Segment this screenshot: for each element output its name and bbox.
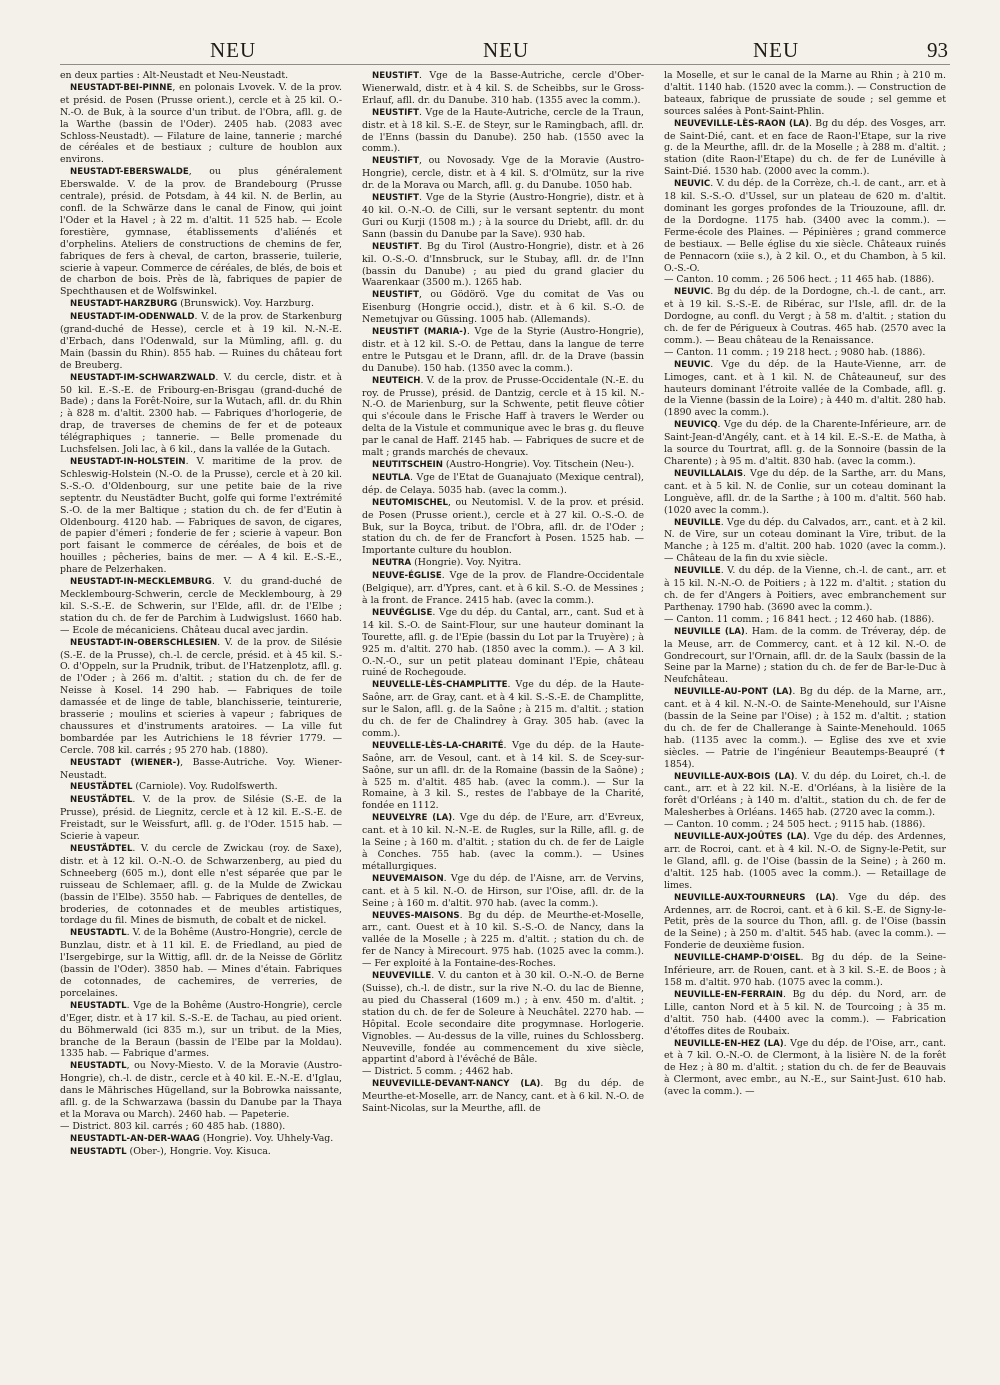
header-rule [60, 64, 950, 65]
entry-text: . Vge du dép. des Ardennes, arr. de Rocroi, cant. et à 6 kil. S.-E. de Signy-le-Petit, près de la source du Thon, afll. g. de l'Oise (bassin de la Seine) ; à 250 m. d'altit. 545 hab. (avec la comm.). — Fonderie de deuxième fusion. [664, 891, 946, 952]
entry-headword: NEUSTADTL [70, 1000, 127, 1011]
column-2 [362, 70, 644, 1370]
entry-headword: NEUVILLE-AU-PONT (LA) [674, 687, 793, 698]
entry-text: . V. du canton et à 30 kil. O.-N.-O. de Berne (Suisse), ch.-l. de distr., sur la rive N.-O. du lac de Bienne, au pied du Chasseral (1609 m.) ; à env. 450 m. d'altit. ; station du ch. de fer de Soleure à Neuchâtel. 2270 hab. — Hôpital. Ecole secondaire dite progymnase. Horlogerie. Vignobles. — Au-dessus de la ville, ruines du Schlossberg. Neuveville, fondée au commencement du xive siècle, appartint d'abord à l'évêché de Bâle. [362, 970, 644, 1066]
entry-text: — Canton. 10 comm. ; 24 505 hect. ; 9115 hab. (1886). [664, 819, 926, 831]
dictionary-entry [362, 70, 644, 107]
dictionary-entry [60, 1060, 342, 1121]
entry-text: . Vge du dép. des Ardennes, arr. de Rocroi, cant. et à 4 kil. N.-O. de Signy-le-Petit, sur le Gland, afll. g. de l'Oise (bassin de la Seine) ; à 260 m. d'altit. 125 hab. (1005 avec la comm.). — Retaillage de limes. [664, 831, 946, 891]
dictionary-entry [60, 794, 342, 843]
entry-headword: NEUVIC [674, 179, 711, 190]
dictionary-entry [60, 311, 342, 372]
dictionary-entry [362, 812, 644, 873]
entry-headword: NEUTOMISCHEL [372, 497, 448, 508]
entry-headword: NEUVEVILLE-DEVANT-NANCY (LA) [372, 1079, 541, 1090]
entry-text: (Austro-Hongrie). Voy. Titschein (Neu-). [442, 459, 635, 470]
dictionary-entry [664, 952, 946, 989]
entry-text: , ou Neutomisl. V. de la prov. et présid. de Posen (Prusse orient.), cercle et à 27 kil. O.-S.-O. de Buk, sur la Boyca, tribut. de l'Obra, afll. dr. de l'Oder ; station du ch. de fer de Francfort à Posen. 1525 hab. — Importante culture du houblon. [362, 496, 644, 557]
dictionary-columns [60, 70, 950, 1370]
dictionary-entry [664, 565, 946, 614]
dictionary-entry [60, 456, 342, 576]
entry-text: . Vge du dép. de l'Oise, arr., cant. et à 7 kil. O.-N.-O. de Clermont, à la lisière N. de la forêt de Hez ; à 80 m. d'altit. ; station du ch. de fer de Beauvais à Clermont, avec embr., au N.-E., sur Saint-Just. 610 hab. (avec la comm.). — [664, 1037, 946, 1098]
entry-headword: NEUSTIFT [372, 71, 420, 81]
entry-headword: NEUVIC [674, 287, 711, 298]
entry-text: . V. du grand-duché de Mecklembourg-Schwerin, cercle de Mecklembourg, à 29 kil. S.-S.-E. de Schwerin, sur l'Elde, afll. dr. de l'Elbe ; station du ch. de fer de Parchim à Ludwigslust. 1660 hab. — Ecole de mécaniciens. Château ducal avec jardin. [60, 576, 342, 636]
entry-text: la Moselle, et sur le canal de la Marne au Rhin ; à 210 m. d'altit. 1140 hab. (1520 avec la comm.). — Construction de bateaux, fabrique de prussiate de soude ; sel gemme et sources salées à Pont-Saint-Phlin. [664, 70, 946, 117]
entry-text: . Vge de la Bohême (Austro-Hongrie), cercle d'Eger, distr. et à 17 kil. S.-S.-E. de Tachau, au pied orient. du Böhmerwald (ici 835 m.), sur un tribut. de la Mies, branche de la Beraun (bassin de l'Elbe par la Moldau). 1335 hab. — Fabrique d'armes. [60, 999, 342, 1060]
entry-headword: NEUVEVILLE [372, 971, 432, 982]
entry-text: , en polonais Lvovek. V. de la prov. et présid. de Posen (Prusse orient.), cercle et à 25 kil. O.-N.-O. de Buk, à la source d'un tribut. de l'Obra, afll. g. de la Warthe (bassin de l'Oder). 2405 hab. (2083 avec Schloss-Neustadt). — Filature de laine, tannerie ; marché de céréales et de bestiaux ; culture de houblon aux environs. [60, 81, 342, 166]
dictionary-entry [664, 626, 946, 687]
entry-headword: NEUTEICH [372, 375, 421, 386]
entry-headword: NEUSTADT-IM-SCHWARZWALD [70, 372, 216, 383]
dictionary-entry [60, 781, 342, 794]
entry-text: . Vge du dép. de la Haute-Vienne, arr. de Limoges, cant. et à 1 kil. N. de Châteauneuf, sur des hauteurs dominant l'étroite vallée de la Combade, afll. g. de la Vienne (bassin de la Loire) ; à 440 m. d'altit. 280 hab. (1890 avec la comm.). [664, 358, 946, 419]
column-3 [664, 70, 946, 1370]
entry-headword: NEUSTÄDTEL [70, 844, 133, 854]
entry-text: . Bg du dép. des Vosges, arr. de Saint-Dié, cant. et en face de Raon-l'Etape, sur la rive g. de la Meurthe, afll. dr. de la Moselle ; à 288 m. d'altit. ; station (dite Raon-l'Etape) du ch. de fer de Lunéville à Saint-Dié. 1530 hab. (2000 avec la comm.). [664, 117, 946, 178]
page-number: 93 [927, 38, 948, 62]
dictionary-entry [664, 347, 946, 359]
entry-headword: NEUVE-ÉGLISE [372, 571, 442, 582]
dictionary-entry [362, 192, 644, 241]
entry-text: . Vge de la Styrie (Austro-Hongrie), distr. et à 40 kil. O.-N.-O. de Cilli, sur le versant septentr. du mont Guri ou Kurji (1508 m.) ; à la source du Driebt, afll. dr. du Sann (bassin du Danube par la Save). 930 hab. [362, 192, 644, 240]
entry-headword: NEUTRA [372, 558, 412, 569]
dictionary-entry [362, 472, 644, 497]
entry-headword: NEUVILLE-EN-FERRAIN [674, 989, 783, 1000]
dictionary-entry [664, 178, 946, 274]
entry-text: , Basse-Autriche. Voy. Wiener-Neustadt. [60, 756, 342, 781]
dictionary-entry [362, 570, 644, 607]
entry-headword: NEUVILLE-EN-HEZ (LA) [674, 1038, 784, 1049]
dictionary-entry [362, 326, 644, 375]
dictionary-entry [664, 359, 946, 420]
dictionary-entry [60, 298, 342, 311]
dictionary-entry [362, 1078, 644, 1115]
entry-headword: NEUSTADT-EBERSWALDE [70, 167, 189, 178]
entry-text: en deux parties : Alt-Neustadt et Neu-Neustadt. [60, 70, 289, 81]
entry-text: . Vge du dép. du Calvados, arr., cant. et à 2 kil. N. de Vire, sur un coteau dominant la Vire, tribut. de la Manche ; à 125 m. d'altit. 200 hab. 1020 (avec la comm.). — Château de la fin du xvie siècle. [664, 516, 946, 565]
dictionary-entry [362, 679, 644, 740]
entry-headword: NEUVELYRE (LA) [372, 813, 453, 824]
entry-text: . Bg du dép. de la Dordogne, ch.-l. de cant., arr. et à 19 kil. S.-S.-E. de Ribérac, sur l'Isle, afll. dr. de la Dordogne, au confl. du Vergt ; à 58 m. d'altit. ; station du ch. de fer de Périgueux à Coutras. 465 hab. (2570 avec la comm.). — Beau château de la Renaissance. [664, 286, 946, 346]
dictionary-entry [60, 927, 342, 999]
entry-text: — Canton. 11 comm. ; 16 841 hect. ; 12 460 hab. (1886). [664, 613, 935, 625]
dictionary-entry [362, 289, 644, 326]
dictionary-entry [664, 286, 946, 347]
dictionary-entry [60, 1146, 342, 1159]
entry-text: . Vge de l'Etat de Guanajuato (Mexique central), dép. de Celaya. 5035 hab. (avec la comm.). [362, 471, 644, 496]
entry-headword: NEUSTADT (WIENER-) [70, 757, 181, 768]
entry-text: . Vge du dép. de l'Aisne, arr. de Vervins, cant. et à 5 kil. N.-O. de Hirson, sur l'Oise, afll. dr. de la Seine ; à 160 m. d'altit. 970 hab. (avec la comm.). [362, 872, 644, 909]
entry-headword: NEUSTÄDTEL [70, 795, 133, 806]
entry-text: , ou Gödörö. Vge du comitat de Vas ou Eisenburg (Hongrie occid.), distr. et à 6 kil. S.-O. de Nemetujvar ou Güssing. 1005 hab. (Allemands). [362, 289, 644, 326]
dictionary-entry [664, 892, 946, 953]
entry-headword: NEUVILLE-AUX-BOIS (LA) [674, 771, 795, 782]
entry-text: . Bg du dép. du Nord, arr. de Lille, canton Nord et à 5 kil. N. de Tourcoing ; à 35 m. d'altit. 750 hab. (4400 avec la comm.). — Fabrication d'étoffes dites de Roubaix. [664, 988, 946, 1037]
dictionary-entry [664, 517, 946, 566]
entry-text: . Vge de la Basse-Autriche, cercle d'Ober-Wienerwald, distr. et à 4 kil. S. de Scheibbs, sur le Gross-Erlauf, afll. dr. du Danube. 310 hab. (1355 avec la comm.). [362, 70, 644, 106]
entry-headword: NEUSTADT-IN-OBERSCHLESIEN [70, 637, 218, 648]
entry-text: . V. du dép. de la Vienne, ch.-l. de cant., arr. et à 15 kil. N.-N.-O. de Poitiers ; à 122 m. d'altit. ; station du ch. de fer d'Angers à Poitiers, avec embranchement sur Parthenay. 1790 hab. (3690 avec la comm.). [664, 565, 946, 613]
entry-text: — District. 803 kil. carrés ; 60 485 hab. (1880). [60, 1120, 286, 1132]
dictionary-entry [60, 843, 342, 927]
dictionary-entry [664, 274, 946, 286]
entry-headword: NEUSTIFT [372, 107, 420, 118]
dictionary-entry [664, 419, 946, 468]
entry-headword: NEUVIC [674, 359, 711, 370]
entry-text: . Bg du dép. de Meurthe-et-Moselle, arr. de Nancy, cant. et à 6 kil. N.-O. de Saint-Nicolas, sur la Meurthe, afll. de [362, 1078, 644, 1115]
entry-text: (Brunswick). Voy. Harzburg. [177, 298, 314, 310]
entry-text: . Vge de la Styrie (Austro-Hongrie), distr. et à 12 kil. S.-O. de Pettau, dans la langue de terre entre le Putsgau et le Drann, afll. dr. de la Drave (bassin du Danube). 150 hab. (1350 avec la comm.). [362, 326, 644, 374]
entry-headword: NEUVELLE-LÈS-LA-CHARITÉ [372, 740, 504, 751]
entry-text: . Vge du dép. de l'Eure, arr. d'Evreux, cant. et à 10 kil. N.-N.-E. de Rugles, sur la Rille, afll. g. de la Seine ; à 160 m. d'altit. ; station du ch. de fer de Laigle à Conches. 755 hab. (avec la comm.). — Usines métallurgiques. [362, 812, 644, 872]
dictionary-entry [60, 1133, 342, 1146]
entry-text: . Bg du dép. de la Seine-Inférieure, arr. de Rouen, cant. et à 3 kil. S.-E. de Boos ; à 158 m. d'altit. 970 hab. (1075 avec la comm.). [664, 952, 946, 988]
dictionary-entry [362, 375, 644, 459]
header-word-left: NEU [210, 38, 257, 62]
dictionary-entry [664, 831, 946, 892]
entry-headword: NEUVILLE [674, 517, 721, 528]
entry-text: . Vge de la Haute-Autriche, cercle de la Traun, distr. et à 18 kil. S.-E. de Steyr, sur le Ramingbach, afll. dr. de l'Enns (bassin du Danube). 250 hab. (1550 avec la comm.). [362, 106, 644, 155]
dictionary-entry [664, 771, 946, 820]
entry-text: . Vge du dép. du Cantal, arr., cant. Sud et à 14 kil. S.-O. de Saint-Flour, sur une hauteur dominant la Tourette, afll. g. de l'Epie (bassin du Lot par la Truyère) ; à 925 m. d'altit. 270 hab. (1850 avec la comm.). — A 3 kil. O.-N.-O., sur un petit plateau dominant l'Epie, château ruiné de Rochegoude. [362, 606, 644, 679]
entry-text: . Bg du dép. de la Marne, arr., cant. et à 4 kil. N.-N.-O. de Sainte-Menehould, sur l'Aisne (bassin de la Seine par l'Oise) ; à 152 m. d'altit. ; station du ch. de fer de Challerange à Sainte-Menehould. 1065 hab. (1135 avec la comm.). — Eglise des xve et xvie siècles. — Patrie de l'ingénieur Beautemps-Beaupré (✝ 1854). [664, 686, 946, 770]
entry-text: . Vge du dép. de la Charente-Inférieure, arr. de Saint-Jean-d'Angély, cant. et à 14 kil. E.-S.-E. de Matha, à la source du Tourtrat, afll. g. de la Sonnoire (bassin de la Charente) ; à 95 m. d'altit. 830 hab. (avec la comm.). [664, 419, 946, 467]
dictionary-entry [362, 241, 644, 290]
dictionary-entry [664, 118, 946, 179]
entry-headword: NEUSTIFT [372, 290, 420, 301]
dictionary-entry [664, 1038, 946, 1099]
entry-text: — Canton. 10 comm. ; 26 506 hect. ; 11 465 hab. (1886). [664, 274, 935, 286]
dictionary-entry [60, 576, 342, 637]
dictionary-entry [60, 1000, 342, 1061]
entry-text: , ou plus généralement Eberswalde. V. de la prov. de Brandebourg (Prusse centrale), présid. de Potsdam, à 44 kil. N. de Berlin, au confl. de la Schwärze dans le canal de Finow, qui joint l'Oder et la Havel ; à 22 m. d'altit. 11 525 hab. — Ecole forestière, gymnase, établissements d'aliénés et d'orphelins. Ateliers de constructions de chemins de fer, fabriques de fers à cheval, de carton, brasserie, tuilerie, scierie à vapeur. Commerce de céréales, de blés, de bois et de charbon de bois. Près de là, fabriques de papier de Spechthausen et de Wolfswinkel. [60, 166, 342, 298]
entry-headword: NEUSTADT-HARZBURG [70, 299, 178, 310]
entry-text: . Vge du dép. de la Haute-Saône, arr. de Gray, cant. et à 4 kil. S.-S.-E. de Champlitte, sur le Salon, afll. g. de la Saône ; à 215 m. d'altit. ; station du ch. de fer de Chalindrey à Gray. 305 hab. (avec la comm.). [362, 679, 644, 739]
entry-text: . Vge de la prov. de Flandre-Occidentale (Belgique), arr. d'Ypres, cant. et à 6 kil. S.-O. de Messines ; à la front. de France. 2415 hab. (avec la comm.). [362, 570, 644, 606]
entry-text: . V. de la Bohême (Austro-Hongrie), cercle de Bunzlau, distr. et à 11 kil. E. de Friedland, au pied de l'Isergebirge, sur la Wittig, afll. dr. de la Neisse de Görlitz (bassin de l'Oder). 3850 hab. — Mines d'étain. Fabriques de cotonnades, de cachemires, de verreries, de porcelaines. [60, 927, 342, 999]
entry-headword: NEUSTIFT [372, 193, 420, 204]
entry-headword: NEUSTADT-BEI-PINNE [70, 82, 173, 93]
dictionary-entry [664, 468, 946, 517]
dictionary-entry [664, 70, 946, 118]
entry-headword: NEUSTADT-IN-MECKLEMBURG [70, 577, 212, 588]
entry-text: . Bg du Tirol (Austro-Hongrie), distr. et à 26 kil. O.-S.-O. d'Innsbruck, sur le Stubay, afll. dr. de l'Inn (bassin du Danube) ; au pied du grand glacier du Waarenkaar (3500 m.). 1265 hab. [362, 240, 644, 289]
dictionary-entry [362, 1066, 644, 1078]
entry-headword: NEUTLA [372, 472, 411, 483]
entry-headword: NEUVES-MAISONS [372, 910, 460, 921]
entry-headword: NEUSTADT-IM-ODENWALD [70, 312, 195, 323]
entry-text: . V. du dép. de la Corrèze, ch.-l. de cant., arr. et à 18 kil. S.-S.-O. d'Ussel, sur un plateau de 620 m. d'altit. dominant les gorges profondes de la Triouzoune, afll. dr. de la Dordogne. 1175 hab. (3400 avec la comm.). — Ferme-école des Plaines. — Pépinières ; grand commerce de bestiaux. — Belle église du xie siècle. Châteaux ruinés de Pennacorn (xiie s.), à 2 kil. O., et du Chambon, à 5 kil. O.-S.-O. [664, 178, 946, 274]
entry-headword: NEUVELLE-LÈS-CHAMPLITTE [372, 680, 508, 691]
entry-headword: NEUSTÄDTEL [70, 782, 133, 793]
entry-text: . V. de la prov. de Silésie (S.-E. de la Prusse), ch.-l. de cercle, présid. et à 45 kil. S.-O. d'Oppeln, sur la Prudnik, tribut. de l'Hatzenplotz, afll. g. de l'Oder ; à 266 m. d'altit. ; station du ch. de fer de Neisse à Kosel. 14 290 hab. — Fabriques de toile damassée et de linge de table, blanchisserie, teinturerie, brasserie ; moulins et scieries à vapeur ; fabriques de chaussures et d'instruments aratoires. — La ville fut bombardée par les Autrichiens le 18 février 1779. — Cercle. 708 kil. carrés ; 95 270 hab. (1880). [60, 636, 342, 756]
entry-text: — Canton. 11 comm. ; 19 218 hect. ; 9080 hab. (1886). [664, 346, 926, 358]
dictionary-entry [60, 166, 342, 298]
entry-text: . V. de la prov. de Prusse-Occidentale (N.-E. du roy. de Prusse), présid. de Dantzig, cercle et à 15 kil. N.-N.-O. de Marienburg, sur la Schwente, petit fleuve côtier qui s'écoule dans le Frische Haff à travers le Werder ou delta de la Vistule et communique avec le bras g. du fleuve par le canal de Haff. 2145 hab. — Fabriques de sucre et de malt ; grands marchés de chevaux. [362, 374, 644, 459]
entry-headword: NEUSTADTL-AN-DER-WAAG [70, 1133, 200, 1144]
dictionary-entry [362, 740, 644, 812]
entry-text: . V. du cercle, distr. et à 50 kil. E.-S.-E. de Fribourg-en-Brisgau (grand-duché de Bade) ; dans la Forêt-Noire, sur la Wutach, afll. dr. du Rhin ; à 828 m. d'altit. 2300 hab. — Fabriques d'horlogerie, de drap, de traverses de chemins de fer et de poteaux télégraphiques ; tannerie. — Belle promenade du Luchsfelsen. Joli lac, à 6 kil., dans la vallée de la Gutach. [60, 371, 342, 456]
dictionary-entry [664, 819, 946, 831]
entry-text: . Vge du dép. de la Haute-Saône, arr. de Vesoul, cant. et à 14 kil. S. de Scey-sur-Saône, sur un afll. dr. de la Romaine (bassin de la Saône) ; à 525 m. d'altit. 485 hab. (avec la comm.). — Sur la Romaine, à 3 kil. S., restes de l'abbaye de la Charité, fondée en 1112. [362, 739, 644, 812]
entry-text: . Bg du dép. de Meurthe-et-Moselle, arr., cant. Ouest et à 10 kil. S.-S.-O. de Nancy, dans la vallée de la Moselle ; à 225 m. d'altit. ; station du ch. de fer de Nancy à Mirecourt. 975 hab. (1025 avec la comm.). — Fer exploité à la Fontaine-des-Roches. [362, 909, 644, 970]
dictionary-entry [362, 873, 644, 910]
entry-text: , ou Novosady. Vge de la Moravie (Austro-Hongrie), cercle, distr. et à 4 kil. S. d'Olmütz, sur la rive dr. de la Morava ou March, afll. g. du Danube. 1050 hab. [362, 155, 644, 192]
entry-text: . Ham. de la comm. de Tréveray, dép. de la Meuse, arr. de Commercy, cant. et à 12 kil. N.-O. de Gondrecourt, sur l'Ornain, afll. dr. de la Saulx (bassin de la Seine par la Marne) ; station du ch. de fer de Bar-le-Duc à Neufchâteau. [664, 625, 946, 686]
dictionary-entry [362, 497, 644, 558]
dictionary-entry [362, 910, 644, 971]
dictionary-entry [60, 1121, 342, 1133]
entry-text: (Hongrie). Voy. Uhhely-Vag. [199, 1132, 334, 1144]
entry-headword: NEUVILLE-AUX-JOÛTES (LA) [674, 832, 807, 843]
entry-headword: NEUVÉGLISE [372, 607, 433, 618]
entry-headword: NEUSTADTL [70, 1146, 127, 1157]
entry-headword: NEUVILLE [674, 566, 721, 577]
dictionary-entry [60, 70, 342, 82]
dictionary-entry [362, 607, 644, 679]
entry-headword: NEUVILLALAIS [674, 468, 744, 479]
dictionary-entry [362, 155, 644, 192]
entry-headword: NEUSTADTL [70, 928, 127, 939]
entry-text: , ou Novy-Miesto. V. de la Moravie (Austro-Hongrie), ch.-l. de distr., cercle et à 40 kil. E.-N.-E. d'Iglau, dans le Mährisches Hügelland, sur la Bobrowka naissante, afll. g. de la Schwarzawa (bassin du Danube par la Thaya et la Morava ou March). 2460 hab. — Papeterie. [60, 1060, 342, 1120]
entry-headword: NEUVILLE-CHAMP-D'OISEL [674, 953, 801, 964]
dictionary-entry [362, 459, 644, 472]
column-1 [60, 70, 342, 1370]
dictionary-entry [60, 757, 342, 782]
entry-headword: NEUSTIFT (MARIA-) [372, 327, 467, 338]
dictionary-entry [60, 637, 342, 757]
entry-headword: NEUVICQ [674, 420, 718, 431]
dictionary-entry [664, 614, 946, 626]
entry-headword: NEUSTADT-IN-HOLSTEIN [70, 457, 186, 467]
dictionary-entry [60, 82, 342, 166]
entry-headword: NEUSTIFT [372, 241, 420, 252]
entry-text: . V. de la prov. de Silésie (S.-E. de la Prusse), présid. de Liegnitz, cercle et à 12 kil. E.-S.-E. de Freistadt, sur le Weissfurt, afll. g. de l'Oder. 1515 hab. — Scierie à vapeur. [60, 794, 342, 843]
header-word-center: NEU [483, 38, 530, 62]
entry-text: . V. de la prov. de Starkenburg (grand-duché de Hesse), cercle et à 19 kil. N.-N.-E. d'Erbach, dans l'Odenwald, sur la Mümling, afll. g. du Main (bassin du Rhin). 855 hab. — Ruines du château fort de Breuberg. [60, 311, 342, 371]
entry-headword: NEUVILLE (LA) [674, 626, 745, 637]
entry-text: (Carniole). Voy. Rudolfswerth. [132, 781, 278, 793]
entry-headword: NEUVILLE-AUX-TOURNEURS (LA) [674, 892, 836, 903]
dictionary-entry [664, 686, 946, 770]
dictionary-entry [362, 970, 644, 1066]
dictionary-entry [362, 557, 644, 570]
entry-text: (Hongrie). Voy. Nyitra. [411, 557, 522, 569]
dictionary-entry [664, 989, 946, 1038]
entry-headword: NEUVEMAISON [372, 873, 444, 884]
entry-headword: NEUSTADTL [70, 1061, 127, 1072]
header-word-right: NEU [753, 38, 800, 62]
entry-text: . Vge du dép. de la Sarthe, arr. du Mans, cant. et à 5 kil. N. de Conlie, sur un coteau dominant la Longuève, afll. dr. de la Sarthe ; à 100 m. d'altit. 560 hab. (1020 avec la comm.). [664, 467, 946, 516]
dictionary-entry [60, 372, 342, 456]
entry-headword: NEUSTIFT [372, 156, 420, 167]
entry-text: (Ober-), Hongrie. Voy. Kisuca. [126, 1145, 271, 1157]
entry-text: . V. du cercle de Zwickau (roy. de Saxe), distr. et à 12 kil. O.-N.-O. de Schwarzenberg, au pied du Schneeberg (605 m.), dont elle n'est séparée que par le ruisseau de Schlemaer, afll. g. de la Mulde de Zwickau (bassin de l'Elbe). 3550 hab. — Fabriques de dentelles, de broderies, de cotonnades et de meubles artistiques, tordage du fil. Mines de bismuth, de cobalt et de nickel. [60, 843, 342, 927]
entry-headword: NEUTITSCHEIN [372, 460, 443, 470]
entry-text: . V. maritime de la prov. de Schleswig-Holstein (N.-O. de la Prusse), cercle et à 20 kil. S.-S.-O. d'Oldenbourg, sur une petite baie de la rive septentr. du Neustädter Bucht, golfe qui forme l'extrémité S.-O. de la mer Baltique ; station du ch. de fer d'Eutin à Oldenbourg. 4120 hab. — Fabriques de savon, de cigares, de papier d'émeri ; fonderie de fer ; scierie à vapeur. Bon port faisant le commerce de céréales, de bois et de houilles ; pêcheries, bains de mer. — A 4 kil. E.-S.-E., phare de Pelzerhaken. [60, 456, 342, 576]
entry-text: . V. du dép. du Loiret, ch.-l. de cant., arr. et à 22 kil. N.-E. d'Orléans, à la lisière de la forêt d'Orléans ; à 140 m. d'altit., station du ch. de fer de Malesherbes à Orléans. 1465 hab. (2720 avec la comm.). [664, 770, 946, 819]
dictionary-entry [362, 107, 644, 156]
entry-headword: NEUVEVILLE-LÈS-RAON (LA) [674, 118, 809, 129]
entry-text: — District. 5 comm. ; 4462 hab. [362, 1066, 514, 1078]
